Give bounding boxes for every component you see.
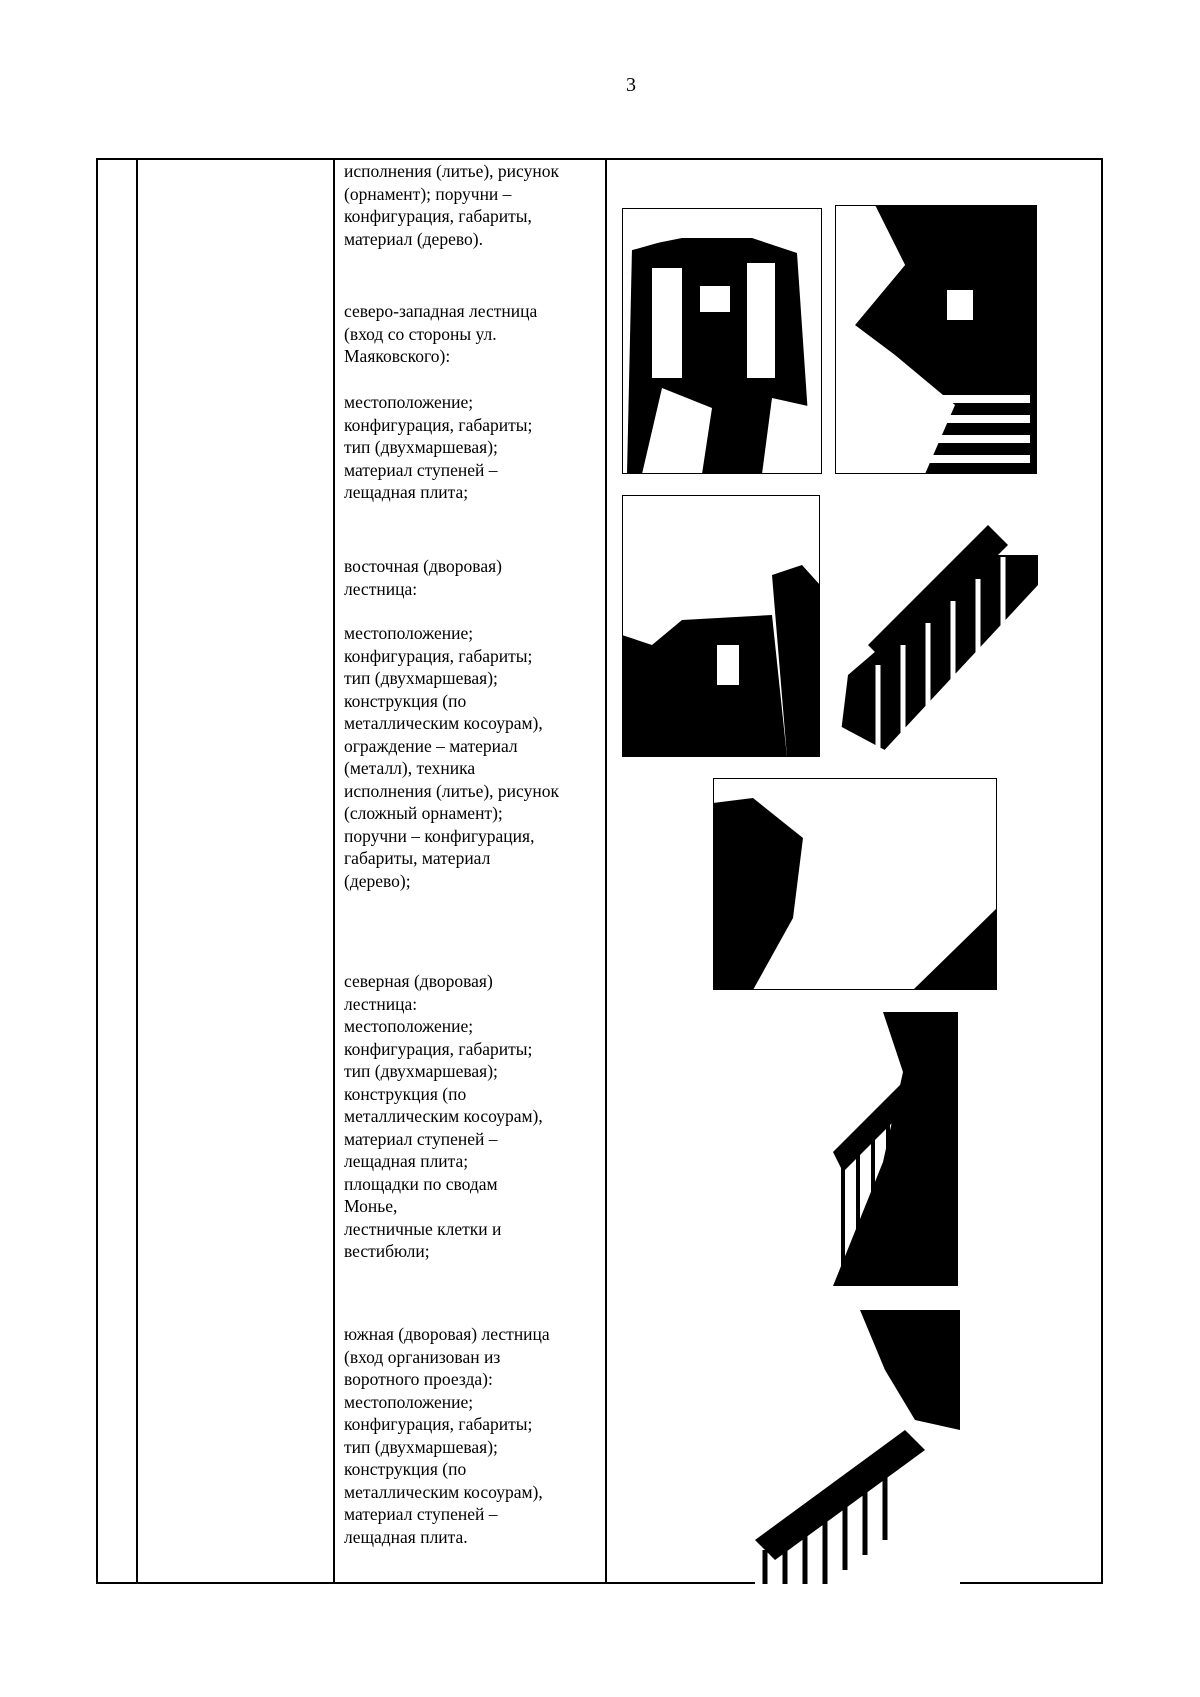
text-line: металлическим косоурам), bbox=[344, 1106, 543, 1126]
text-line: материал ступеней – bbox=[344, 459, 498, 480]
text-line: материал (дерево). bbox=[344, 228, 483, 249]
text-line: местоположение; bbox=[344, 1391, 474, 1412]
text-line: (дерево); bbox=[344, 870, 411, 891]
text-line: Монье, bbox=[344, 1196, 398, 1216]
text-line: конфигурация, габариты; bbox=[344, 414, 533, 435]
table-column-divider bbox=[136, 158, 138, 1584]
text-block-north-stair bbox=[344, 970, 596, 1263]
text-line: воротного проезда): bbox=[344, 1369, 493, 1389]
text-line: конструкция (по bbox=[344, 690, 467, 711]
text-block-nw-details bbox=[344, 391, 596, 504]
text-line: лестничные клетки и bbox=[344, 1218, 502, 1239]
text-line: конструкция (по bbox=[344, 1083, 467, 1104]
table-column-divider bbox=[333, 158, 335, 1584]
text-line: (сложный орнамент); bbox=[344, 803, 503, 823]
photo-east-stair-railing bbox=[838, 495, 1038, 757]
text-line: металлическим косоурам), bbox=[344, 1481, 543, 1502]
text-line: конфигурация, габариты; bbox=[344, 1038, 533, 1059]
text-line: площадки по сводам bbox=[344, 1173, 498, 1194]
text-line: тип (двухмаршевая); bbox=[344, 1436, 498, 1457]
page-number: 3 bbox=[626, 74, 636, 96]
text-line: габариты, материал bbox=[344, 848, 491, 868]
text-line: поручни – конфигурация, bbox=[344, 825, 535, 846]
text-line: лестница: bbox=[344, 993, 418, 1014]
photo-nw-stair-flight bbox=[835, 205, 1037, 474]
photo-nw-stair-well bbox=[622, 208, 822, 474]
text-block-east-heading bbox=[344, 555, 596, 600]
text-line: металлическим косоурам), bbox=[344, 713, 543, 733]
text-line: исполнения (литье), рисунок bbox=[344, 161, 559, 181]
text-line: местоположение; bbox=[344, 1016, 474, 1036]
text-line: конфигурация, габариты, bbox=[344, 206, 532, 226]
text-line: лещадная плита; bbox=[344, 482, 469, 502]
text-line: (вход со стороны ул. bbox=[344, 323, 497, 344]
text-line: (вход организован из bbox=[344, 1346, 501, 1367]
text-line: конструкция (по bbox=[344, 1459, 467, 1479]
text-block-east-details bbox=[344, 622, 596, 892]
text-line: тип (двухмаршевая); bbox=[344, 437, 498, 457]
text-line: тип (двухмаршевая); bbox=[344, 1061, 498, 1081]
text-line: вестибюли; bbox=[344, 1241, 430, 1261]
text-block-south-stair bbox=[344, 1323, 596, 1548]
photo-south-stair bbox=[755, 1310, 960, 1584]
table-column-divider bbox=[605, 158, 607, 1584]
text-line: южная (дворовая) лестница bbox=[344, 1324, 550, 1344]
text-line: материал ступеней – bbox=[344, 1504, 498, 1524]
photo-east-stair-well bbox=[622, 495, 820, 757]
text-line: лещадная плита; bbox=[344, 1151, 469, 1171]
photo-east-stair-landing bbox=[713, 778, 997, 990]
text-line: местоположение; bbox=[344, 392, 474, 412]
text-line: исполнения (литье), рисунок bbox=[344, 780, 559, 801]
text-line: лестница: bbox=[344, 578, 418, 599]
text-line: местоположение; bbox=[344, 623, 474, 643]
text-line: конфигурация, габариты; bbox=[344, 645, 533, 666]
text-line: тип (двухмаршевая); bbox=[344, 668, 498, 688]
text-line: ограждение – материал bbox=[344, 735, 518, 756]
text-line: восточная (дворовая) bbox=[344, 556, 502, 576]
text-line: материал ступеней – bbox=[344, 1128, 498, 1149]
text-line: северная (дворовая) bbox=[344, 971, 493, 991]
text-line: северо-западная лестница bbox=[344, 301, 538, 321]
text-line: (орнамент); поручни – bbox=[344, 183, 512, 204]
text-line: (металл), техника bbox=[344, 758, 476, 778]
photo-north-stair bbox=[803, 1012, 958, 1286]
text-line: лещадная плита. bbox=[344, 1526, 468, 1547]
text-line: Маяковского): bbox=[344, 346, 451, 366]
text-line: конфигурация, габариты; bbox=[344, 1414, 533, 1434]
text-block-prev-railing bbox=[344, 160, 596, 250]
text-block-nw-heading bbox=[344, 300, 596, 368]
